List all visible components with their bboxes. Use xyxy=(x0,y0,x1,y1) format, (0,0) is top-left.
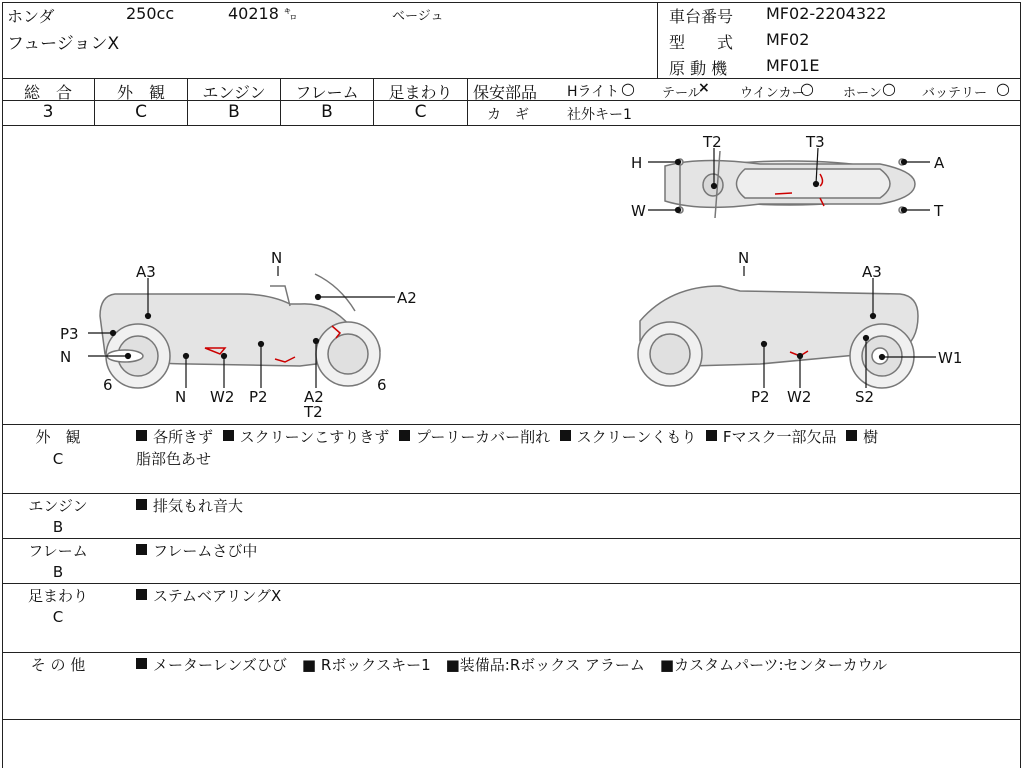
tail-status: × xyxy=(698,80,710,96)
engine-grade-label: エンジン xyxy=(202,83,266,102)
notes-divider xyxy=(2,493,1021,494)
top-label-h: H xyxy=(631,154,643,172)
top-label-a: A xyxy=(934,154,945,172)
headlight-label: Hライト xyxy=(567,84,620,100)
right-label-w2: W2 xyxy=(787,388,812,406)
mileage: 40218 ㌔ xyxy=(228,4,298,23)
type-value: MF02 xyxy=(766,30,810,49)
exterior-grade: C xyxy=(135,102,147,122)
left-label-6-front: 6 xyxy=(103,376,113,394)
safety-label: 保安部品 xyxy=(473,83,538,102)
notes-divider xyxy=(2,583,1021,584)
engine-value: MF01E xyxy=(766,56,820,75)
grade-divider xyxy=(467,78,468,125)
suspension-grade-label: 足まわり xyxy=(388,83,453,102)
notes-divider xyxy=(2,652,1021,653)
top-label-w: W xyxy=(631,202,646,220)
horn-status: ○ xyxy=(882,79,896,98)
notes-top-border xyxy=(2,424,1021,425)
model-name: フュージョンX xyxy=(7,34,120,54)
notes-frame-text: フレームさび中 xyxy=(136,540,257,562)
engine-grade: B xyxy=(228,102,240,122)
notes-suspension-label: 足まわり xyxy=(27,587,88,605)
notes-exterior-text: 各所きず スクリーンこすりきず プーリーカバー削れ スクリーンくもり Fマスク一部欠品 樹 脂部色あせ xyxy=(136,428,879,468)
notes-frame-label: フレーム xyxy=(28,542,88,560)
top-label-t3: T3 xyxy=(806,133,825,151)
engine-label: 原 動 機 xyxy=(669,59,728,78)
notes-other-text: メーターレンズひび ■ Rボックスキー1 ■装備品:Rボックス アラーム ■カスタムパーツ:センターカウル xyxy=(136,654,887,676)
grade-top-border xyxy=(2,78,1021,79)
notes-suspension-text: ステムベアリングX xyxy=(136,585,281,607)
notes-exterior-grade: C xyxy=(52,450,64,468)
left-label-t2-bottom: T2 xyxy=(304,403,323,421)
winker-label: ウインカー xyxy=(740,86,805,101)
key-label: カ ギ xyxy=(487,107,529,123)
left-label-n-bottom: N xyxy=(175,388,187,406)
scooter-right-view xyxy=(638,286,918,388)
left-label-n-top: N xyxy=(271,249,283,267)
frame-grade: B xyxy=(321,102,333,122)
notes-divider xyxy=(2,538,1021,539)
suspension-grade: C xyxy=(414,102,427,122)
winker-status: ○ xyxy=(800,79,814,98)
right-label-w1: W1 xyxy=(938,349,963,367)
right-label-s2: S2 xyxy=(855,388,875,406)
type-label: 型 式 xyxy=(669,33,734,52)
horn-label: ホーン xyxy=(843,86,882,101)
key-value: 社外キー1 xyxy=(567,107,632,123)
notes-engine-grade: B xyxy=(52,518,64,536)
tail-label: テール xyxy=(662,86,701,101)
notes-frame-grade: B xyxy=(52,563,64,581)
right-label-p2: P2 xyxy=(751,388,770,406)
left-label-a2: A2 xyxy=(397,289,417,307)
left-label-w2: W2 xyxy=(210,388,235,406)
left-label-p3: P3 xyxy=(60,325,79,343)
overall-grade: 3 xyxy=(42,102,54,122)
left-label-p2: P2 xyxy=(249,388,268,406)
exterior-label: 外 観 xyxy=(116,83,165,102)
left-label-n-front: N xyxy=(60,348,72,366)
frame-no: MF02-2204322 xyxy=(766,4,887,23)
frame-no-label: 車台番号 xyxy=(669,7,734,26)
scooter-top-view xyxy=(665,151,915,218)
body-color: ベージュ xyxy=(392,9,444,24)
overall-label: 総 合 xyxy=(23,83,72,102)
notes-other-label: そ の 他 xyxy=(30,656,86,674)
battery-label: バッテリー xyxy=(922,86,988,101)
right-label-n: N xyxy=(738,249,750,267)
right-label-a3: A3 xyxy=(862,263,882,281)
left-label-a2-bottom: A2 xyxy=(304,388,324,406)
displacement: 250cc xyxy=(126,4,175,23)
top-label-t2: T2 xyxy=(703,133,722,151)
top-label-t: T xyxy=(934,202,944,220)
scooter-left-view xyxy=(100,274,380,388)
header-divider xyxy=(657,2,658,78)
maker: ホンダ xyxy=(7,7,55,26)
notes-exterior-label: 外 観 xyxy=(35,428,81,446)
notes-suspension-grade: C xyxy=(52,608,64,626)
notes-engine-text: 排気もれ音大 xyxy=(136,495,243,517)
left-label-6-rear: 6 xyxy=(377,376,387,394)
left-label-a3: A3 xyxy=(136,263,156,281)
headlight-status: ○ xyxy=(621,79,635,98)
frame-grade-label: フレーム xyxy=(295,83,359,102)
notes-engine-label: エンジン xyxy=(28,497,88,515)
battery-status: ○ xyxy=(996,79,1010,98)
damage-diagram xyxy=(0,126,1024,424)
notes-bottom-border xyxy=(2,719,1021,720)
